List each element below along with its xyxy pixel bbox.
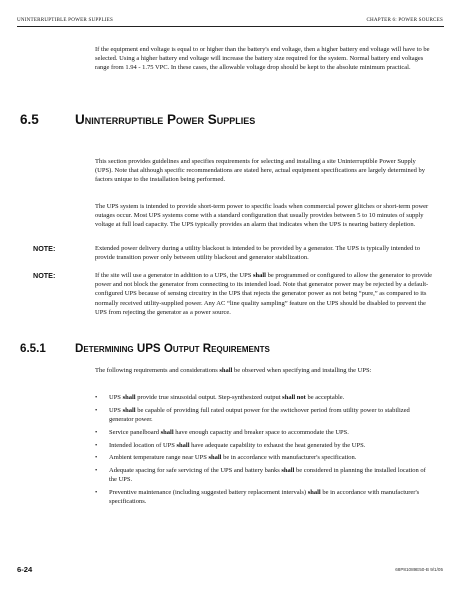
bullet-icon: • (95, 441, 98, 449)
document-id: 68P81089E50-B 9/1/05 (395, 567, 443, 572)
subsection-intro: The following requirements and considerations shall be observed when specifying and installing the UPS: (95, 367, 372, 374)
subsection-number: 6.5.1 (20, 342, 46, 355)
note-1 (33, 244, 433, 262)
bullet-icon: • (95, 489, 98, 497)
bullet-icon: • (95, 406, 98, 414)
note-2 (33, 271, 433, 317)
note-text: If the site will use a generator in addition to a UPS, the UPS shall be programmed or configured to allow the generator to provide power and not block the generator from connecting to its intended load. Note that generator power may be rejected by a default-configured UPS because of sensing circuitry in the UPS that rejects the generator power as not being “pure,” as compared to its normally received utility-supplied power. Any AC “line quality sampling” feature on the UPS should be disabled to prevent the UPS from rejecting the generator as a power source. (95, 272, 433, 316)
page-number: 6-24 (17, 565, 33, 574)
list-item: • UPS shall be capable of providing full rated output power for the switchover period from utility power to stabilized generator power. (95, 406, 410, 423)
list-item: • UPS shall provide true sinusoidal output. Step-synthesized output shall not be acceptable. (95, 394, 345, 401)
intro-paragraph: If the equipment end voltage is equal to or higher than the battery's end voltage, then a higher battery end voltage will have to be selected. Using a higher battery end voltage will increase the battery size required for the system. Normal battery end voltages range from 1.94 - 1.75 VPC. In these cases, the allowable voltage drop should be kept to the absolute minimum practical. (95, 46, 430, 72)
bullet-icon: • (95, 394, 98, 401)
running-header-left: UNINTERRUPTIBLE POWER SUPPLIES (17, 17, 113, 23)
list-item: • Preventive maintenance (including suggested battery replacement intervals) shall be in accordance with manufacturer's specifications. (95, 489, 420, 506)
list-item: • Intended location of UPS shall have adequate capability to exhaust the heat generated by the UPS. (95, 441, 366, 449)
note-label: NOTE: (33, 271, 56, 280)
running-header-right: CHAPTER 6: POWER SOURCES (366, 17, 443, 23)
requirements-list (95, 393, 433, 510)
bullet-icon: • (95, 428, 98, 436)
header-rule (17, 26, 444, 27)
subsection-heading (20, 342, 440, 355)
list-item: • Adequate spacing for safe servicing of the UPS and battery banks shall be considered in planning the installed location of the UPS. (95, 467, 426, 484)
note-text: Extended power delivery during a utility blackout is intended to be provided by a generator. The UPS is typically intended to provide transition power only between utility blackout and generator stabilization. (95, 245, 420, 262)
section-number: 6.5 (20, 112, 39, 127)
note-label: NOTE: (33, 244, 56, 253)
section-title: Uninterruptible Power Supplies (75, 112, 256, 127)
section-heading (20, 112, 440, 127)
list-item: • Ambient temperature range near UPS shall be in accordance with manufacturer's specification. (95, 454, 357, 462)
bullet-icon: • (95, 467, 98, 475)
subsection-title: Determining UPS Output Requirements (75, 342, 270, 355)
section-paragraph-1: This section provides guidelines and specifies requirements for selecting and installing a site Uninterruptible Power Supply (UPS). Note that although specific recommendations are stated here, actual equipment specifications are largely determined by factors unique to the installation being performed. (95, 158, 425, 184)
section-paragraph-2: The UPS system is intended to provide short-term power to specific loads when commercial power glitches or short-term power outages occur. Most UPS systems come with a standard configuration that usually provides between 5 to 10 minutes of supply voltage at full load capacity. The UPS typically provides an alarm that indicates when the UPS is nearing battery depletion. (95, 203, 429, 229)
bullet-icon: • (95, 454, 98, 462)
list-item: • Service panelboard shall have enough capacity and breaker space to accommodate the UPS. (95, 428, 349, 436)
